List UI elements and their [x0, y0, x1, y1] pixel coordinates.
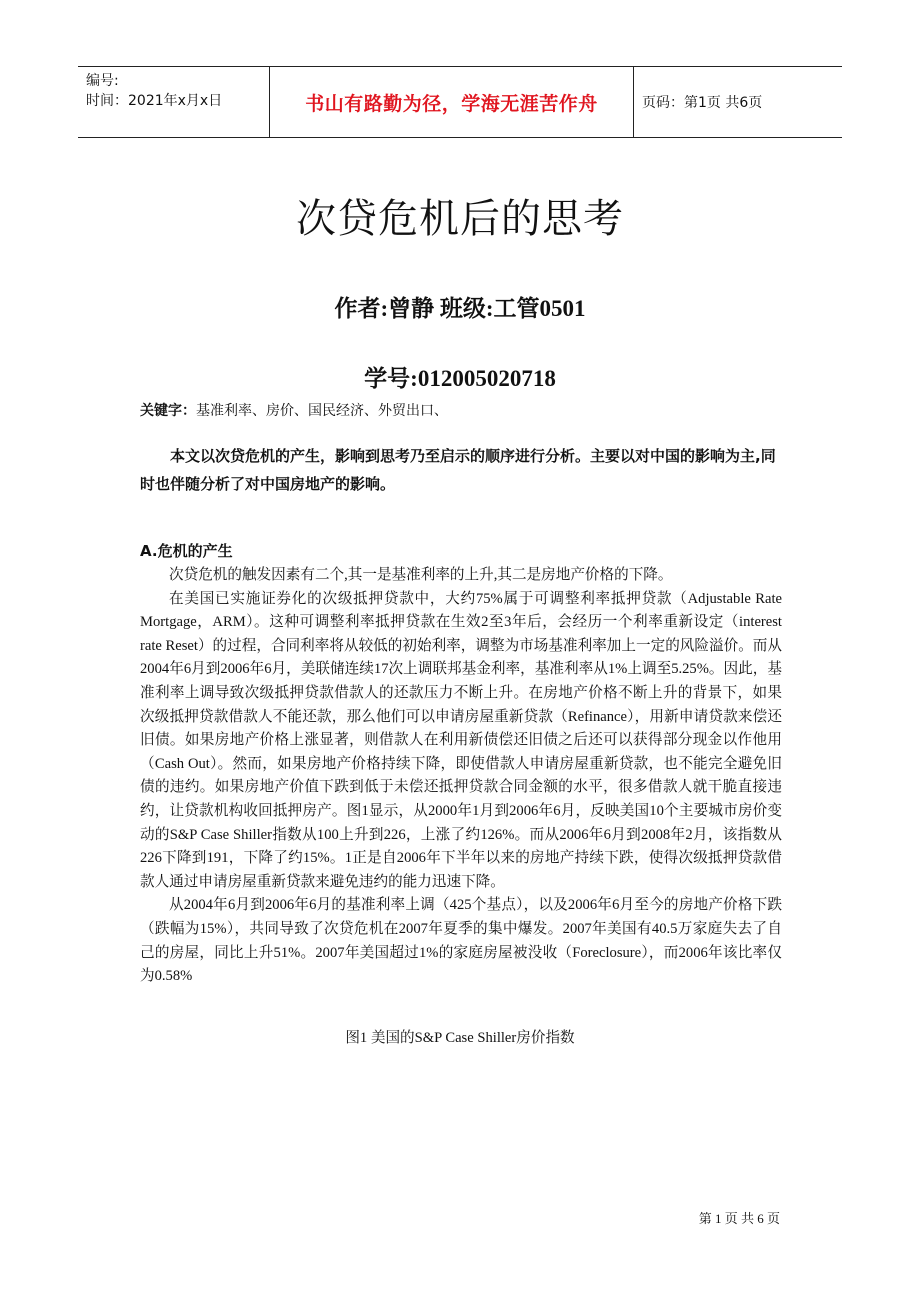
paragraph: 在美国已实施证券化的次级抵押贷款中，大约75%属于可调整利率抵押贷款（Adjustable Rate Mortgage，ARM）。这种可调整利率抵押贷款在生效2至3年后，会经历一个利率重新设定（interest rate Reset）的过程，合同利率将从较低的初始利率，调整为市场基准利率加上一定的风险溢价。而从2004年6月到2006年6月，美联储连续17次上调联邦基金利率，基准利率从1%上调至5.25%。因此，基准利率上调导致次级抵押贷款借款人的还款压力不断上升。在房地产价格不断上升的背景下，如果次级抵押贷款借款人不能还款，那么他们可以申请房屋重新贷款（Refinance），用新申请贷款来偿还旧债。如果房地产价格上涨显著，则借款人在利用新债偿还旧债之后还可以获得部分现金以作他用（Cash Out）。然而，如果房地产价格持续下降，即使借款人申请房屋重新贷款，也不能完全避免旧债的违约。如果房地产价值下跌到低于未偿还抵押贷款合同金额的水平，很多借款人就干脆直接违约，让贷款机构收回抵押房产。图1显示，从2000年1月到2006年6月，反映美国10个主要城市房价变动的S&P Case Shiller指数从100上升到226，上涨了约126%。而从2006年6月到2008年2月，该指数从226下降到191，下降了约15%。1正是自2006年下半年以来的房地产持续下跌，使得次级抵押贷款借款人通过申请房屋重新贷款来避免违约的能力迅速下降。	[140, 590, 782, 890]
paragraph: 从2004年6月到2006年6月的基准利率上调（425个基点），以及2006年6月至今的房地产价格下跌（跌幅为15%），共同导致了次贷危机在2007年夏季的集中爆发。2007年美国有40.5万家庭失去了自己的房屋，同比上升51%。2007年美国超过1%的家庭房屋被没收（Foreclosure），而2006年该比率仅为0.58%	[140, 897, 782, 985]
document-number-label: 编号:	[86, 73, 119, 89]
section-title: A.危机的产生	[140, 542, 233, 560]
abstract: 本文以次贷危机的产生，影响到思考乃至启示的顺序进行分析。主要以对中国的影响为主,同时也伴随分析了对中国房地产的影响。	[140, 447, 776, 493]
header-meta	[78, 67, 270, 137]
keywords	[140, 400, 448, 420]
header-page-info: 页码：第1页 共6页	[642, 95, 763, 111]
keywords-label: 关键字：	[140, 403, 196, 419]
keywords-text: 基准利率、房价、国民经济、外贸出口、	[196, 403, 448, 419]
figure-caption: 图1 美国的S&P Case Shiller房价指数	[345, 1030, 575, 1046]
document-title: 次贷危机后的思考	[296, 196, 624, 242]
document-date: 时间：2021年x月x日	[86, 93, 223, 109]
author-line: 作者:曾静 班级:工管0501	[334, 296, 586, 321]
student-number: 学号:012005020718	[364, 366, 556, 391]
header-motto: 书山有路勤为径，学海无涯苦作舟	[270, 67, 634, 137]
page-footer: 第 1 页 共 6 页	[698, 1211, 780, 1226]
page-header	[78, 66, 842, 138]
body-text	[140, 564, 782, 989]
paragraph: 次贷危机的触发因素有二个,其一是基准利率的上升,其二是房地产价格的下降。	[169, 567, 673, 583]
